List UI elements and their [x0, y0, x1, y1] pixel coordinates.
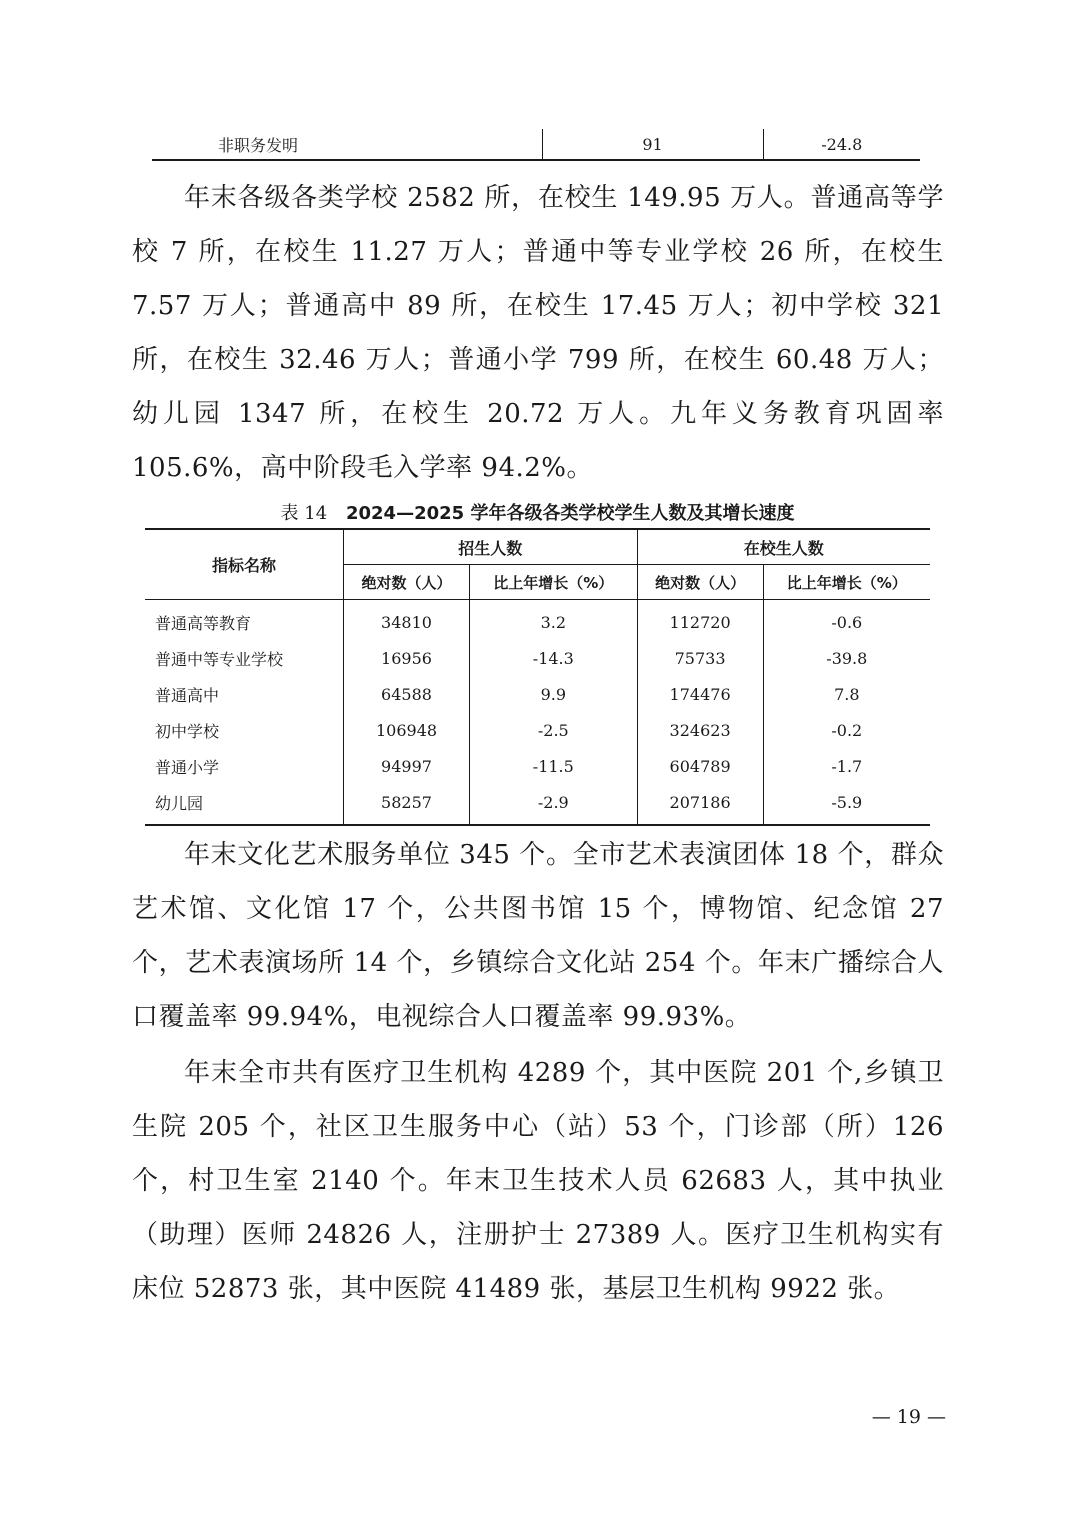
- row-name: 普通小学: [145, 748, 344, 784]
- students-cell: 207186: [637, 784, 763, 825]
- enroll-growth-cell: -2.9: [470, 784, 638, 825]
- page-number: — 19 —: [871, 1406, 946, 1428]
- header-students-growth: 比上年增长（%）: [763, 565, 930, 600]
- enroll-cell: 16956: [344, 640, 470, 676]
- header-enrollment: 招生人数: [344, 529, 638, 565]
- enroll-growth-cell: -14.3: [470, 640, 638, 676]
- students-cell: 174476: [637, 676, 763, 712]
- enroll-growth-cell: -2.5: [470, 712, 638, 748]
- students-cell: 604789: [637, 748, 763, 784]
- row-name: 幼儿园: [145, 784, 344, 825]
- culture-paragraph: 年末文化艺术服务单位 345 个。全市艺术表演团体 18 个，群众艺术馆、文化馆 17 个，公共图书馆 15 个，博物馆、纪念馆 27 个，艺术表演场所 14 个，乡镇综合文化站 254 个。年末广播综合人口覆盖率 99.94%，电视综合人口覆盖率 99.93%。: [132, 840, 944, 1032]
- students-cell: 112720: [637, 600, 763, 641]
- enroll-cell: 64588: [344, 676, 470, 712]
- header-enroll-absolute: 绝对数（人）: [344, 565, 470, 600]
- enroll-cell: 94997: [344, 748, 470, 784]
- row-name: 非职务发明: [152, 129, 542, 160]
- table-row: [145, 676, 930, 712]
- row-name: 普通高等教育: [145, 600, 344, 641]
- students-growth-cell: -0.6: [831, 612, 863, 632]
- students-growth-cell: -39.8: [826, 648, 868, 668]
- school-students-table: [145, 528, 930, 826]
- row-name: 普通高中: [145, 676, 344, 712]
- enroll-cell: 106948: [344, 712, 470, 748]
- row-value: 91: [542, 129, 763, 160]
- students-cell: 75733: [637, 640, 763, 676]
- row-change: -24.8: [763, 129, 920, 160]
- table-row: [145, 784, 930, 825]
- header-students: 在校生人数: [637, 529, 930, 565]
- students-growth-cell: -0.2: [831, 720, 863, 740]
- table-number: 表 14: [280, 503, 328, 524]
- row-name: 初中学校: [145, 712, 344, 748]
- enroll-growth-cell: -11.5: [470, 748, 638, 784]
- students-growth-cell: -5.9: [831, 792, 863, 812]
- enroll-cell: 34810: [344, 600, 470, 641]
- row-name: 普通中等专业学校: [145, 640, 344, 676]
- header-indicator-name: 指标名称: [145, 529, 344, 600]
- table-title: [145, 499, 930, 525]
- health-paragraph: 年末全市共有医疗卫生机构 4289 个，其中医院 201 个,乡镇卫生院 205 个，社区卫生服务中心（站）53 个，门诊部（所）126 个，村卫生室 2140 个。年末卫生技术人员 62683 人，其中执业（助理）医师 24826 人，注册护士 27389 人。医疗卫生机构实有床位 52873 张，其中医院 41489 张，基层卫生机构 9922 张。: [132, 1058, 944, 1304]
- education-paragraph: 年末各级各类学校 2582 所，在校生 149.95 万人。普通高等学校 7 所，在校生 11.27 万人；普通中等专业学校 26 所，在校生 7.57 万人；普通高中 89 所，在校生 17.45 万人；初中学校 321 所，在校生 32.46 万人；普通小学 799 所，在校生 60.48 万人；幼儿园 1347 所，在校生 20.72 万人。九年义务教育巩固率 105.6%，高中阶段毛入学率 94.2%。: [132, 183, 944, 483]
- table-row: [145, 712, 930, 748]
- table-row: [152, 129, 920, 160]
- enroll-growth-cell: 9.9: [470, 676, 638, 712]
- enroll-growth-cell: 3.2: [470, 600, 638, 641]
- students-cell: 324623: [637, 712, 763, 748]
- table-row: [145, 600, 930, 641]
- table-row: [145, 748, 930, 784]
- patent-table-tail: [152, 129, 920, 161]
- header-students-absolute: 绝对数（人）: [637, 565, 763, 600]
- students-growth-cell: -1.7: [831, 756, 863, 776]
- table-row: [145, 640, 930, 676]
- header-enroll-growth: 比上年增长（%）: [470, 565, 638, 600]
- table-caption: 2024—2025 学年各级各类学校学生人数及其增长速度: [345, 503, 795, 524]
- enroll-cell: 58257: [344, 784, 470, 825]
- students-growth-cell: 7.8: [834, 684, 860, 704]
